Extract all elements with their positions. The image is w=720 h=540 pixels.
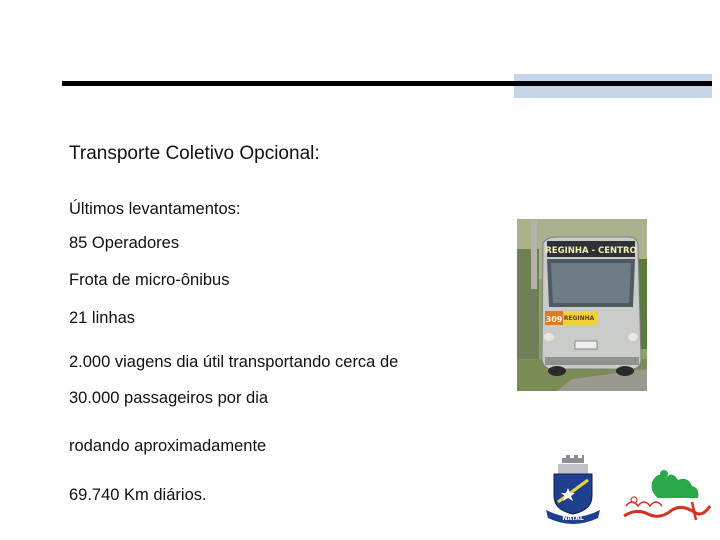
bus-photo	[517, 219, 647, 391]
bullet-line: 30.000 passageiros por dia	[69, 389, 269, 407]
bullet-line: 2.000 viagens dia útil transportando cerca de	[69, 353, 399, 371]
accent-box	[514, 74, 712, 98]
bullet-line: rodando aproximadamente	[69, 437, 267, 455]
bus-destination-sign: REGINHA - CENTRO	[545, 246, 637, 256]
bus-route-name: REGINHA	[563, 315, 595, 322]
natal-crest-icon	[544, 454, 602, 524]
bus-photo-image	[517, 219, 647, 391]
slide-subtitle: Últimos levantamentos:	[69, 200, 241, 218]
bullet-line: 21 linhas	[69, 309, 136, 327]
bullet-line: 69.740 Km diários.	[69, 486, 207, 504]
crest-label: NATAL	[562, 515, 584, 522]
city-logo-icon	[622, 468, 714, 524]
slide-title: Transporte Coletivo Opcional:	[69, 143, 320, 164]
bullet-line: 85 Operadores	[69, 234, 180, 252]
title-rule	[62, 81, 518, 86]
bullet-line: Frota de micro-ônibus	[69, 271, 230, 289]
bus-route-number: 309	[545, 315, 563, 324]
